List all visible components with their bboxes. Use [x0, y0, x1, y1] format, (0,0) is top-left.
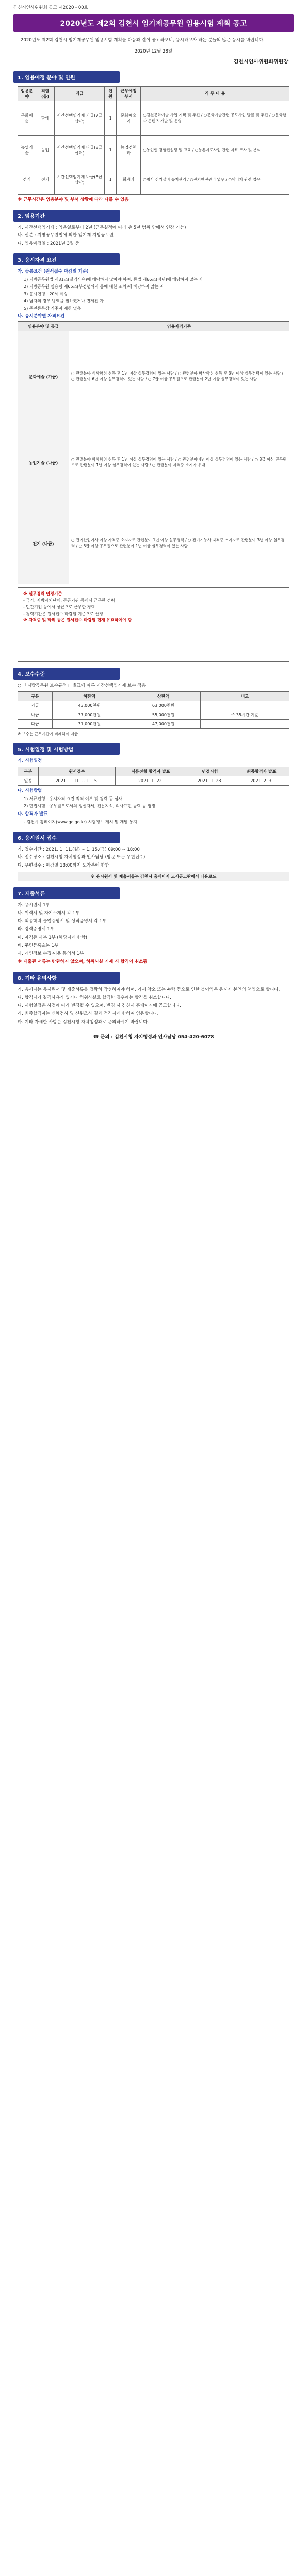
table-row — [18, 101, 289, 135]
table-header: 최종합격자 발표 — [234, 767, 289, 776]
section-header-pay: 4. 보수수준 — [13, 668, 120, 680]
table-header: 임용분야 및 등급 — [18, 322, 69, 331]
cell-grade: 시간선택임기제 나급(8급 상당) — [55, 165, 105, 194]
application-item: 나. 접수장소 : 김천시청 자치행정과 인사담당 (방문 또는 우편접수) — [18, 855, 146, 860]
eligibility-item: 5) 주민등록상 거주지 제한 없음 — [24, 306, 82, 311]
cell: 2021. 1. 22. — [116, 776, 186, 786]
cell: 2021. 1. 28. — [186, 776, 234, 786]
table-row — [18, 165, 289, 194]
page-title: 2020년도 제2회 김천시 임기제공무원 임용시험 계획 공고 — [13, 14, 294, 32]
cell-dept: 문화예술과 — [117, 101, 141, 135]
table-row — [18, 503, 289, 584]
cell-field: 농업기술 — [18, 135, 36, 165]
document-item: 다. 최종학력 졸업증명서 및 성적증명서 각 1부 — [18, 919, 107, 924]
eligibility-item: 4) 남자의 경우 병역을 필하였거나 면제된 자 — [24, 298, 104, 303]
eligibility-item: 2) 지방공무원 임용령 제65조(부정행위자 등에 대한 조치)에 해당하지 않는 자 — [24, 284, 164, 289]
application-item: 다. 우편접수 : 마감일 18:00까지 도착분에 한함 — [18, 863, 109, 868]
issuing-org: 김천시인사위원회위원장 — [233, 59, 288, 65]
cell: 2021. 1. 11. ~ 1. 15. — [38, 776, 115, 786]
schedule-item: - 김천시 홈페이지(www.gc.go.kr) 시험정보 게시 및 개별 통지 — [24, 819, 137, 824]
cell-criteria: ○ 관련분야 석사학위 취득 후 1년 이상 실무경력이 있는 사람 / ○ 관련분야 학사학위 취득 후 3년 이상 실무경력이 있는 사람 / ○ 관련분야 6년 이상 실무경력이 있는 사람 / ○ 7급 이상 공무원으로 관련분야 2년 이상 실무경력이 있는 사람 — [69, 331, 289, 422]
section-header-schedule: 5. 시험일정 및 시험방법 — [13, 743, 120, 755]
pay-note: ※ 보수는 근무시간에 비례하여 지급 — [18, 732, 78, 736]
schedule-item: 다. 합격자 발표 — [18, 811, 48, 817]
eligibility-item: 3) 응시연령 : 20세 이상 — [24, 291, 68, 296]
cell-dept: 회계과 — [117, 165, 141, 194]
table-header: 비고 — [200, 692, 289, 701]
document-item: 나. 이력서 및 자기소개서 각 1부 — [18, 910, 80, 916]
table-header: 면접시험 — [186, 767, 234, 776]
table-header: 구분 — [18, 767, 39, 776]
document-item: 사. 개인정보 수집·이용 동의서 1부 — [18, 951, 84, 957]
table-row — [18, 710, 289, 720]
note-item: 다. 시험일정은 사정에 따라 변경될 수 있으며, 변경 시 김천시 홈페이지에 공고합니다. — [18, 1003, 182, 1009]
cell-field: 전기 (나급) — [18, 503, 69, 584]
cell: 2021. 2. 3. — [234, 776, 289, 786]
table-header: 서류전형 합격자 발표 — [116, 767, 186, 776]
table-header: 임용자격기준 — [69, 322, 289, 331]
notice-number: 김천시인사위원회 공고 제2020 - 00호 — [13, 5, 88, 10]
section-header-application: 6. 응시원서 접수 — [13, 832, 120, 843]
table-header: 구분 — [18, 692, 53, 701]
documents-note: ※ 제출된 서류는 반환하지 않으며, 허위사실 기재 시 합격이 취소됨 — [18, 959, 148, 964]
schedule-item: 2) 면접시험 : 공무원으로서의 정신자세, 전문지식, 의사표현 능력 등 평정 — [24, 803, 156, 808]
pay-table — [18, 691, 289, 729]
table-header: 직렬(류) — [36, 86, 54, 101]
box-line: ※ 실무경력 인정기준 — [23, 591, 62, 597]
term-item: 가. 시간선택임기제 : 임용일로부터 2년 (근무실적에 따라 총 5년 범위 안에서 연장 가능) — [18, 225, 186, 230]
cell-grade: 다급 — [18, 720, 53, 729]
note-item: 라. 최종합격자는 신체검사 및 신원조사 결과 적격자에 한하여 임용합니다. — [18, 1011, 159, 1016]
table-header: 직급 — [55, 86, 105, 101]
application-item: 가. 접수기간 : 2021. 1. 11.(월) ~ 1. 15.(금) 09:00 ~ 18:00 — [18, 846, 140, 852]
box-line: - 국가, 지방자치단체, 공공기관 등에서 근무한 경력 — [23, 598, 115, 603]
cell-series: 학예 — [36, 101, 54, 135]
cell-duty: ○김천문화예술 사업 기획 및 추진 / ○문화예술관련 공모사업 발굴 및 추진 / ○문화행사 콘텐츠 개발 및 운영 — [141, 101, 289, 135]
positions-note: ※ 근무시간은 임용분야 및 부서 상황에 따라 다를 수 있음 — [18, 197, 129, 202]
pay-intro: ○ 「지방공무원 보수규정」 별표에 따른 시간선택임기제 보수 적용 — [18, 683, 146, 689]
positions-table — [18, 86, 289, 195]
table-row — [18, 776, 289, 786]
cell-series: 전기 — [36, 165, 54, 194]
table-row — [18, 422, 289, 503]
schedule-item: 1) 서류전형 : 응시자격 요건 적격 여부 및 경력 등 심사 — [24, 796, 122, 801]
box-line: ※ 자격증 및 학위 등은 원서접수 마감일 현재 유효하여야 함 — [23, 618, 132, 623]
experience-criteria-box — [18, 587, 289, 662]
cell-criteria: ○ 관련분야 학사학위 취득 후 1년 이상 실무경력이 있는 사람 / ○ 관련분야 4년 이상 실무경력이 있는 사람 / ○ 8급 이상 공무원으로 관련분야 1년 이상 실무경력이 있는 사람 / ○ 관련분야 자격증 소지자 우대 — [69, 422, 289, 503]
box-line: - 민간기업 등에서 상근으로 근무한 경력 — [23, 604, 95, 609]
notice-date: 2020년 12월 28일 — [134, 48, 173, 54]
table-row — [18, 720, 289, 729]
cell: 일정 — [18, 776, 39, 786]
document-item: 라. 경력증명서 1부 — [18, 927, 54, 932]
note-item: 마. 기타 자세한 사항은 김천시청 자치행정과로 문의하시기 바랍니다. — [18, 1019, 149, 1025]
cell-grade: 시간선택임기제 나급(8급 상당) — [55, 135, 105, 165]
cell-dept: 농업정책과 — [117, 135, 141, 165]
cell-series: 농업 — [36, 135, 54, 165]
cell-criteria: ○ 전기산업기사 이상 자격증 소지자로 관련분야 1년 이상 실무경력 / ○ 전기기능사 자격증 소지자로 관련분야 3년 이상 실무경력 / ○ 8급 이상 공무원으로 관련분야 1년 이상 실무경력이 있는 사람 — [69, 503, 289, 584]
section-header-documents: 7. 제출서류 — [13, 887, 120, 899]
document-item: 마. 자격증 사본 1부 (해당자에 한함) — [18, 935, 87, 940]
schedule-item: 나. 시험방법 — [18, 788, 42, 793]
schedule-sub: 가. 시험일정 — [18, 758, 42, 764]
eligibility-item: 나. 응시분야별 자격요건 — [18, 313, 65, 319]
section-header-term: 2. 임용기간 — [13, 210, 120, 222]
cell-duty: ○청사 전기설비 유지관리 / ○전기안전관리 업무 / ○에너지 관련 업무 — [141, 165, 289, 194]
cell-field: 문화예술 — [18, 101, 36, 135]
contact-info: ☎ 문의 : 김천시청 자치행정과 인사담당 054-420-6078 — [93, 1034, 214, 1040]
cell-field: 농업기술 (나급) — [18, 422, 69, 503]
note-item: 가. 응시자는 응시원서 및 제출서류를 정확히 작성하여야 하며, 기재 착오 또는 누락 등으로 인한 불이익은 응시자 본인의 책임으로 합니다. — [18, 987, 280, 992]
table-header: 인원 — [105, 86, 117, 101]
cell-low: 37,000천원 — [52, 710, 126, 720]
table-header: 임용분야 — [18, 86, 36, 101]
term-item: 나. 신분 : 지방공무원법에 의한 임기제 지방공무원 — [18, 233, 114, 239]
table-row — [18, 331, 289, 422]
table-header: 근무예정부서 — [117, 86, 141, 101]
cell-low: 31,000천원 — [52, 720, 126, 729]
term-item: 다. 임용예정일 : 2021년 3월 중 — [18, 241, 80, 246]
document-item: 바. 주민등록초본 1부 — [18, 943, 59, 948]
cell-grade: 나급 — [18, 710, 53, 720]
eligibility-item: 가. 공통요건 (원서접수 마감일 기준) — [18, 268, 89, 274]
qualification-table — [18, 321, 289, 584]
cell-high: 55,000천원 — [126, 710, 200, 720]
section-header-eligibility: 3. 응시자격 요건 — [13, 253, 120, 265]
table-header: 하한액 — [52, 692, 126, 701]
cell-grade: 가급 — [18, 701, 53, 710]
cell-note: 주 35시간 기준 — [200, 710, 289, 720]
table-header: 상한액 — [126, 692, 200, 701]
table-row — [18, 701, 289, 710]
cell-grade: 시간선택임기제 가급(7급 상당) — [55, 101, 105, 135]
note-item: 나. 합격자가 결격사유가 있거나 허위사실로 합격한 경우에는 합격을 취소합니다. — [18, 995, 171, 1001]
cell-count: 1 — [105, 101, 117, 135]
schedule-table — [18, 767, 289, 786]
cell-high: 47,000천원 — [126, 720, 200, 729]
cell-count: 1 — [105, 165, 117, 194]
cell-field: 문화예술 (가급) — [18, 331, 69, 422]
cell-note — [200, 701, 289, 710]
document-item: 가. 응시원서 1부 — [18, 902, 50, 908]
cell-high: 63,000천원 — [126, 701, 200, 710]
section-header-positions: 1. 임용예정 분야 및 인원 — [13, 71, 120, 83]
section-header-notes: 8. 기타 유의사항 — [13, 972, 120, 984]
cell-field: 전기 — [18, 165, 36, 194]
table-header: 원서접수 — [38, 767, 115, 776]
cell-low: 43,000천원 — [52, 701, 126, 710]
application-note: ※ 응시원서 및 제출서류는 김천시 홈페이지 고시공고란에서 다운로드 — [18, 872, 289, 881]
cell-duty: ○농업인 경영컨설팅 및 교육 / ○농촌지도사업 관련 자료 조사 및 분석 — [141, 135, 289, 165]
box-line: - 경력기간은 원서접수 마감일 기준으로 산정 — [23, 611, 103, 616]
intro-text: 2020년도 제2회 김천시 임기제공무원 임용시험 계획을 다음과 같이 공고하오니, 응시하고자 하는 분들의 많은 응시를 바랍니다. — [21, 38, 265, 43]
table-header: 직 무 내 용 — [141, 86, 289, 101]
eligibility-item: 1) 지방공무원법 제31조(결격사유)에 해당하지 않아야 하며, 동법 제66조(정년)에 해당하지 않는 자 — [24, 277, 203, 282]
cell-note — [200, 720, 289, 729]
table-row — [18, 135, 289, 165]
cell-count: 1 — [105, 135, 117, 165]
